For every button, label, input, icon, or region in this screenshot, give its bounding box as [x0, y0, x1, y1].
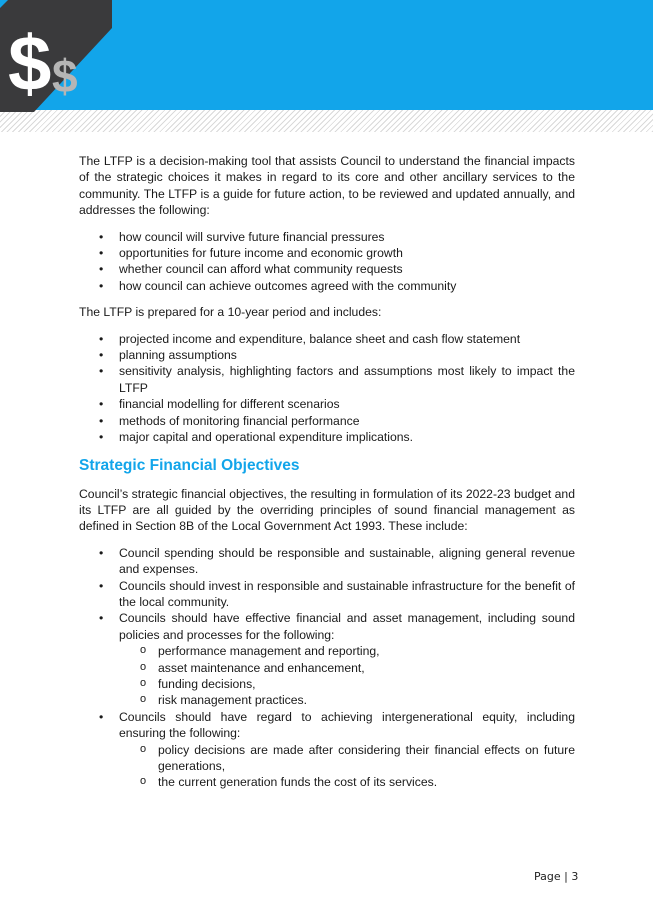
list-item-text: Councils should have regard to achieving intergenerational equity, including ensuring the following:	[119, 709, 575, 741]
list-item: • Council spending should be responsible and sustainable, aligning general revenue and expenses.	[79, 545, 575, 578]
section-heading: Strategic Financial Objectives	[79, 456, 300, 474]
list-item: • Councils should invest in responsible and sustainable infrastructure for the benefit of the local community.	[79, 578, 575, 611]
list-item: • planning assumptions	[79, 347, 575, 363]
sub-list-item: o performance management and reporting,	[119, 643, 575, 659]
list-item: • whether council can afford what community requests	[79, 261, 575, 277]
sub-list-management	[119, 643, 575, 709]
list-item: • methods of monitoring financial performance	[79, 413, 575, 429]
list-item	[79, 610, 575, 708]
header-hatch-strip	[0, 110, 653, 132]
sub-list-item: o funding decisions,	[119, 676, 575, 692]
list-item: • how council will survive future financial pressures	[79, 229, 575, 245]
list-item: • major capital and operational expenditure implications.	[79, 429, 575, 445]
sub-list-item: o risk management practices.	[119, 692, 575, 708]
sub-list-item: o policy decisions are made after considering their financial effects on future generations,	[119, 742, 575, 775]
sub-list-item: o asset maintenance and enhancement,	[119, 660, 575, 676]
svg-text:$: $	[52, 50, 78, 102]
intro-paragraph: The LTFP is a decision-making tool that assists Council to understand the financial impacts of the strategic choices it makes in regard to its core and other ancillary services to the community. The LTFP is a guide for future action, to be reviewed and updated annually, and addresses the following:	[79, 154, 575, 218]
list-item: • sensitivity analysis, highlighting factors and assumptions most likely to impact the LTFP	[79, 363, 575, 396]
intro-bullet-list	[79, 229, 575, 295]
sub-list-item: o the current generation funds the cost of its services.	[119, 774, 575, 790]
period-paragraph: The LTFP is prepared for a 10-year period and includes:	[79, 305, 382, 320]
svg-text:$: $	[8, 19, 52, 107]
dollar-sign-icon	[0, 0, 112, 112]
list-item: • financial modelling for different scenarios	[79, 396, 575, 412]
page-content	[79, 153, 575, 801]
sub-list-equity	[119, 742, 575, 791]
list-item-text: Councils should have effective financial and asset management, including sound policies and processes for the following:	[119, 611, 575, 642]
objectives-bullet-list	[79, 545, 575, 791]
list-item: • how council can achieve outcomes agreed with the community	[79, 278, 575, 294]
list-item	[79, 709, 575, 791]
page-number: Page | 3	[534, 870, 579, 883]
list-item: • opportunities for future income and economic growth	[79, 245, 575, 261]
period-bullet-list	[79, 331, 575, 446]
objectives-paragraph: Council’s strategic financial objectives, the resulting in formulation of its 2022-23 budget and its LTFP are all guided by the overriding principles of sound financial management as defined in Section 8B of the Local Government Act 1993. These include:	[79, 486, 575, 534]
list-item: • projected income and expenditure, balance sheet and cash flow statement	[79, 331, 575, 347]
